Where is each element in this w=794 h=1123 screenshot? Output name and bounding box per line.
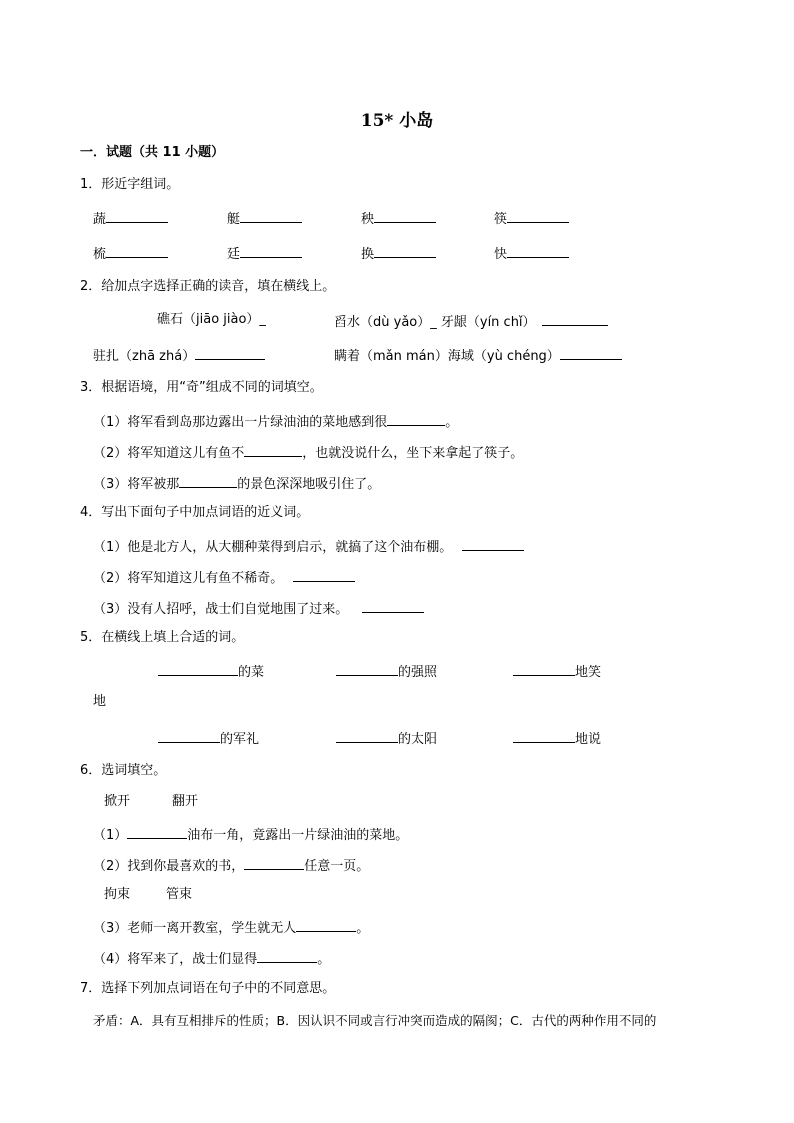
q6-sentence — [93, 918, 369, 937]
q2-item-text: 舀水（dù yǎo）_ 牙龈（yín chǐ） — [334, 315, 536, 330]
q6-word-option: 管束 — [166, 887, 193, 902]
q5-item — [513, 729, 601, 748]
q4-sentence — [93, 537, 524, 556]
q6-text: （2）找到你最喜欢的书， — [93, 859, 245, 874]
q5-item — [513, 662, 601, 681]
answer-blank[interactable] — [336, 662, 398, 676]
q1-char: 廷 — [227, 247, 241, 262]
q2-item-text: 瞒着（mǎn mán）海域（yù chéng） — [334, 349, 560, 364]
q5-text: 地笑 — [575, 665, 602, 680]
q2-item-text: 驻扎（zhā zhá） — [93, 349, 196, 364]
q6-sentence — [93, 825, 408, 844]
q6-word-option: 拘束 — [104, 887, 131, 902]
answer-blank[interactable] — [507, 209, 569, 223]
q1-char: 筷 — [494, 212, 508, 227]
answer-blank[interactable] — [513, 729, 575, 743]
page-title: 15* 小岛 — [360, 111, 434, 131]
answer-blank[interactable] — [296, 918, 356, 932]
q6-sentence — [93, 949, 330, 968]
q4-sentence — [93, 599, 424, 618]
q6-stem: 6．选词填空。 — [80, 763, 167, 778]
q1-item — [361, 244, 436, 263]
q1-char: 换 — [361, 247, 375, 262]
answer-blank[interactable] — [374, 244, 436, 258]
answer-blank[interactable] — [158, 729, 220, 743]
answer-blank[interactable] — [507, 244, 569, 258]
q4-stem: 4．写出下面句子中加点词语的近义词。 — [80, 505, 310, 520]
q1-item — [227, 244, 302, 263]
q1-item — [93, 209, 168, 228]
q3-text: （2）将军知道这儿有鱼不 — [93, 446, 245, 461]
answer-blank[interactable] — [560, 346, 622, 360]
q5-item — [336, 729, 437, 748]
q1-item — [227, 209, 302, 228]
q5-wrap-text: 地 — [93, 694, 107, 709]
answer-blank[interactable] — [462, 537, 524, 551]
q5-text: 的强照 — [398, 665, 438, 680]
q1-item — [93, 244, 168, 263]
q3-text: （3）将军被那 — [93, 477, 180, 492]
q1-item — [494, 209, 569, 228]
q1-char: 艇 — [227, 212, 241, 227]
q6-word-option: 掀开 — [104, 794, 131, 809]
q3-text: （1）将军看到岛那边露出一片绿油油的菜地感到很 — [93, 415, 388, 430]
q4-text: （2）将军知道这儿有鱼不稀奇。 — [93, 571, 284, 586]
q3-text: 的景色深深地吸引住了。 — [237, 477, 381, 492]
q6-text: 油布一角，竟露出一片绿油油的菜地。 — [187, 828, 409, 843]
q1-char: 梳 — [93, 247, 107, 262]
q6-text: （3）老师一离开教室，学生就无人 — [93, 921, 297, 936]
q5-text: 的军礼 — [220, 732, 260, 747]
q2-item: 礁石（jiāo jiào）_ — [157, 312, 266, 327]
q5-stem: 5．在横线上填上合适的词。 — [80, 630, 245, 645]
answer-blank[interactable] — [336, 729, 398, 743]
answer-blank[interactable] — [158, 662, 238, 676]
answer-blank[interactable] — [127, 825, 187, 839]
answer-blank[interactable] — [240, 209, 302, 223]
q1-char: 蔬 — [93, 212, 107, 227]
answer-blank[interactable] — [240, 244, 302, 258]
q3-text: ，也就没说什么，坐下来拿起了筷子。 — [302, 446, 524, 461]
answer-blank[interactable] — [257, 949, 317, 963]
answer-blank[interactable] — [244, 443, 302, 457]
q7-definition: 矛盾：A．具有互相排斥的性质；B．因认识不同或言行冲突而造成的隔阂；C．古代的两种作用不同的 — [93, 1013, 657, 1028]
answer-blank[interactable] — [179, 474, 237, 488]
q4-text: （3）没有人招呼，战士们自觉地围了过来。 — [93, 602, 349, 617]
answer-blank[interactable] — [542, 312, 608, 326]
q3-text: 。 — [445, 415, 459, 430]
q3-stem: 3．根据语境，用“奇”组成不同的词填空。 — [80, 380, 323, 395]
q5-text: 地说 — [575, 732, 602, 747]
answer-blank[interactable] — [387, 412, 445, 426]
answer-blank[interactable] — [293, 568, 355, 582]
q3-sentence — [93, 412, 458, 431]
q6-text: （4）将军来了，战士们显得 — [93, 952, 258, 967]
answer-blank[interactable] — [362, 599, 424, 613]
section-heading: 一．试题（共 11 小题） — [80, 145, 225, 160]
q6-text: 任意一页。 — [304, 859, 370, 874]
answer-blank[interactable] — [195, 346, 265, 360]
answer-blank[interactable] — [374, 209, 436, 223]
q5-text: 的太阳 — [398, 732, 438, 747]
q3-sentence — [93, 443, 523, 462]
q2-item — [334, 346, 622, 365]
q1-stem: 1．形近字组词。 — [80, 177, 180, 192]
q6-sentence — [93, 856, 369, 875]
q4-sentence — [93, 568, 355, 587]
answer-blank[interactable] — [106, 244, 168, 258]
q6-text: 。 — [356, 921, 370, 936]
q3-sentence — [93, 474, 380, 493]
q2-item — [93, 346, 265, 365]
q1-item — [494, 244, 569, 263]
q1-char: 秧 — [361, 212, 375, 227]
q5-item — [158, 729, 259, 748]
q6-word-option: 翻开 — [172, 794, 199, 809]
q4-text: （1）他是北方人，从大棚种菜得到启示，就搞了这个油布棚。 — [93, 540, 453, 555]
q1-item — [361, 209, 436, 228]
q1-char: 快 — [494, 247, 508, 262]
q6-text: （1） — [93, 828, 128, 843]
q6-text: 。 — [317, 952, 331, 967]
q2-item — [334, 312, 608, 331]
q5-item — [158, 662, 264, 681]
answer-blank[interactable] — [513, 662, 575, 676]
q5-item — [336, 662, 437, 681]
q5-text: 的菜 — [238, 665, 265, 680]
q2-stem: 2．给加点字选择正确的读音，填在横线上。 — [80, 279, 336, 294]
answer-blank[interactable] — [244, 856, 304, 870]
q7-stem: 7．选择下列加点词语在句子中的不同意思。 — [80, 981, 336, 996]
answer-blank[interactable] — [106, 209, 168, 223]
